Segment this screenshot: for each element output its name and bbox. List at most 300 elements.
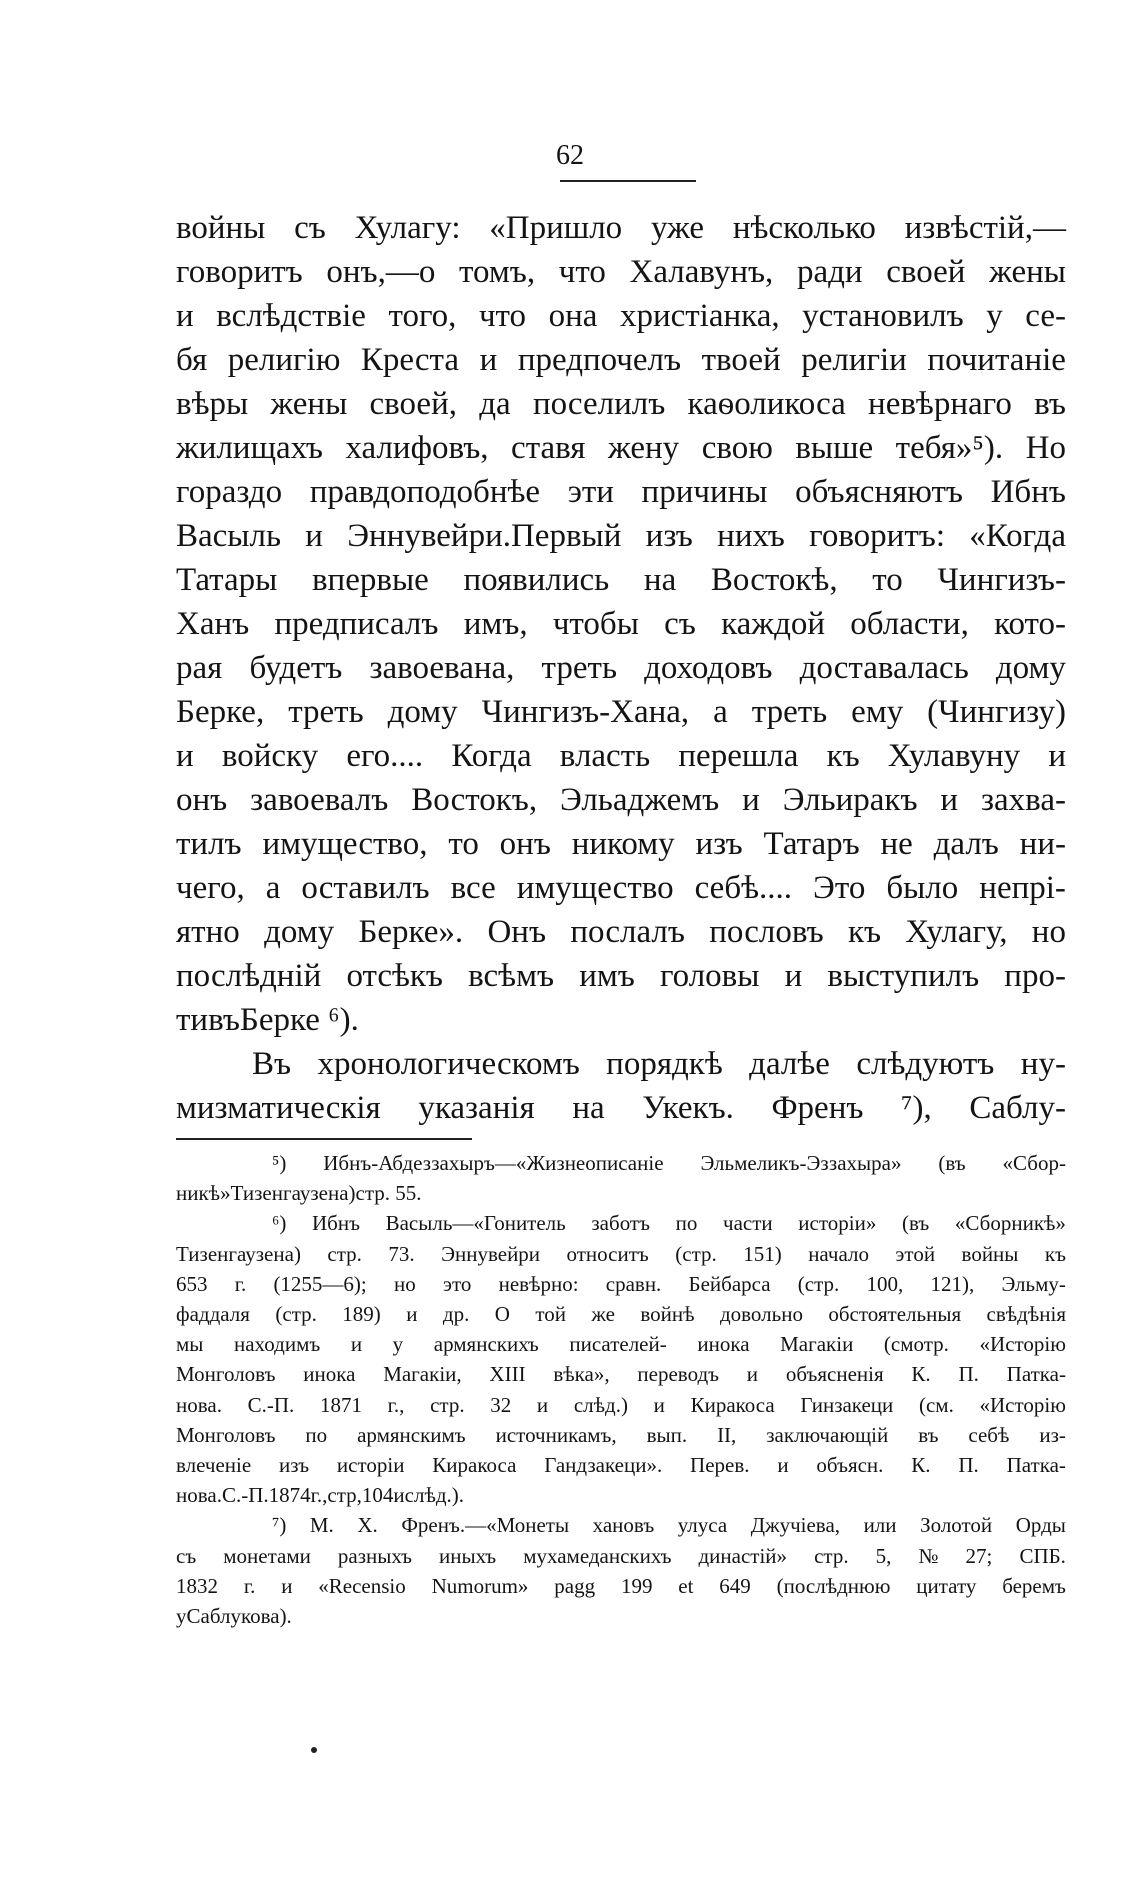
word: С.-П.	[247, 1392, 295, 1417]
word: слѣдуютъ	[856, 1046, 995, 1082]
word: религіи	[801, 342, 907, 378]
word: будетъ	[249, 650, 343, 686]
word: 189)	[342, 1302, 381, 1327]
footnote-line	[176, 1601, 1066, 1631]
word: завоевана,	[369, 650, 515, 686]
word: извѣстій,—	[904, 210, 1066, 246]
word: Тизенгаузена)	[176, 1241, 301, 1266]
word: томъ,	[459, 254, 536, 290]
word: (въ	[938, 1151, 966, 1175]
footnote-line	[176, 1178, 1066, 1208]
word: и	[777, 1453, 789, 1478]
word: объясн.	[816, 1453, 884, 1478]
word: 1871	[319, 1392, 362, 1417]
word: свѣдѣнія	[986, 1302, 1066, 1327]
word: Монголовъ	[176, 1362, 276, 1387]
word: 73.	[388, 1241, 415, 1266]
word: имъ	[579, 958, 635, 994]
word: довольно	[719, 1302, 803, 1327]
word: Хулагу,	[905, 914, 1008, 950]
word: въ	[1034, 386, 1066, 422]
footnote-line	[176, 1510, 1066, 1540]
word: хронологическомъ	[317, 1046, 580, 1082]
word: Х.	[357, 1513, 378, 1538]
word: и	[176, 298, 194, 334]
word: же	[591, 1302, 615, 1327]
word: завоевалъ	[250, 782, 389, 818]
word: и	[479, 342, 498, 378]
word: заботъ	[591, 1211, 650, 1236]
text-line	[176, 646, 1066, 690]
word: объясняютъ	[795, 474, 963, 510]
word: Френъ.—«Монеты	[401, 1513, 570, 1538]
word: стр.	[430, 1392, 465, 1417]
word: инока	[697, 1332, 750, 1357]
word: оставилъ	[301, 870, 430, 906]
word: пословъ	[709, 914, 824, 950]
word: Васыль—«Гонитель	[385, 1211, 566, 1236]
word: Ханъ	[176, 606, 250, 642]
footnote-line	[176, 1571, 1066, 1601]
word: (стр.	[275, 1302, 317, 1327]
word: гораздо	[176, 474, 283, 510]
word: Эльмеликъ-Эззахыра»	[700, 1151, 902, 1175]
word: стр,	[327, 1483, 362, 1508]
word: цитату	[916, 1573, 977, 1598]
word: стр.	[814, 1543, 849, 1568]
word: Чингизъ-Хана,	[481, 694, 690, 730]
word: предпочелъ	[517, 342, 682, 378]
word: Перев.	[690, 1453, 750, 1478]
word: то	[872, 562, 903, 598]
word: армянскимъ	[357, 1422, 466, 1447]
word: тебя»⁵).	[895, 430, 1004, 466]
word: жены	[989, 254, 1066, 290]
word: и	[742, 782, 760, 818]
word: установилъ	[802, 298, 964, 334]
word: нихъ	[717, 518, 785, 554]
text-line	[176, 910, 1066, 954]
header-rule	[560, 180, 696, 182]
word: дому	[995, 650, 1066, 686]
word: «Когда	[969, 518, 1066, 554]
word: 649	[719, 1573, 751, 1598]
word: ятно	[176, 914, 240, 950]
word: Тизенгаузена)	[230, 1181, 356, 1206]
word: говоритъ	[176, 254, 303, 290]
word: онъ,—о	[326, 254, 436, 290]
word: по	[675, 1211, 698, 1236]
word: и	[1048, 738, 1066, 774]
word: нова.	[176, 1483, 222, 1508]
word: армянскихъ	[433, 1332, 539, 1357]
text-line	[176, 514, 1066, 558]
word: заключающій	[766, 1422, 889, 1447]
word: (смотр.	[883, 1332, 949, 1357]
word: 1832	[176, 1573, 218, 1598]
footnote-line	[176, 1329, 1066, 1359]
word: уже	[650, 210, 705, 246]
word: Берке».	[358, 914, 464, 950]
word: перешла	[678, 738, 799, 774]
word: Монголовъ	[176, 1422, 276, 1447]
word: мы	[176, 1332, 204, 1357]
word: Гинзакеци	[800, 1392, 894, 1417]
word: что	[478, 298, 527, 334]
text-line	[176, 426, 1066, 470]
word: СПБ.	[1019, 1543, 1066, 1568]
word: указанія	[418, 1090, 535, 1126]
word: доставалась	[799, 650, 969, 686]
word: треть	[541, 650, 617, 686]
word: ⁷),	[901, 1090, 932, 1126]
word: (Чингизу)	[927, 694, 1066, 730]
word: источникамъ,	[495, 1422, 617, 1447]
footnote-line	[176, 1541, 1066, 1571]
word: имъ,	[463, 606, 528, 642]
word: О	[494, 1302, 510, 1327]
word: ни-	[1019, 826, 1066, 862]
footnote-line	[176, 1450, 1066, 1480]
footnote-line	[176, 1480, 1066, 1510]
word: къ	[847, 914, 882, 950]
word: влеченіе	[176, 1453, 252, 1478]
word: причины	[641, 474, 768, 510]
word: того,	[388, 298, 457, 334]
word: отсѣкъ	[346, 958, 443, 994]
word: непрі-	[979, 870, 1066, 906]
word: Патка-	[1006, 1453, 1066, 1478]
word: Халавунъ,	[629, 254, 774, 290]
word: «Сбор-	[1002, 1151, 1066, 1175]
word: далѣе	[749, 1046, 830, 1082]
word: г.	[234, 1271, 247, 1296]
word: войнѣ	[640, 1302, 695, 1327]
word: изъ	[695, 826, 743, 862]
word: «Сборникѣ»	[954, 1211, 1066, 1236]
word: жилищахъ	[176, 430, 323, 466]
footnote-line	[176, 1208, 1066, 1238]
word: исторіи	[336, 1453, 405, 1478]
footnote-rule	[176, 1138, 472, 1140]
word: 121),	[930, 1271, 975, 1296]
word: инока	[303, 1362, 356, 1387]
word: изъ	[279, 1453, 310, 1478]
word: Джучіева,	[750, 1513, 841, 1538]
word: мухамеданскихъ	[523, 1543, 672, 1568]
word: все	[450, 870, 496, 906]
text-line	[176, 1086, 1066, 1130]
word: монетами	[223, 1543, 311, 1568]
word: et	[678, 1573, 694, 1598]
word: П.	[958, 1362, 979, 1387]
word: имущество	[516, 870, 674, 906]
word: онъ	[176, 782, 228, 818]
word: Востокѣ,	[710, 562, 838, 598]
footnote-line	[176, 1359, 1066, 1389]
word: Эльиракъ	[782, 782, 918, 818]
word: Васыль	[176, 518, 281, 554]
footnote-line	[176, 1420, 1066, 1450]
word: династій»	[698, 1543, 788, 1568]
word: или	[863, 1513, 897, 1538]
word: невѣрнаго	[868, 386, 1012, 422]
word: 27;	[965, 1543, 993, 1568]
word: бя	[176, 342, 208, 378]
word: съ	[176, 1543, 197, 1568]
word: Саблукова).	[186, 1604, 292, 1629]
text-line	[176, 998, 1066, 1042]
word: никому	[571, 826, 675, 862]
word: говоритъ:	[809, 518, 945, 554]
word: на	[572, 1090, 605, 1126]
word: Татары	[176, 562, 278, 598]
word: ставя	[511, 430, 586, 466]
word: II,	[717, 1422, 737, 1447]
word: се-	[1025, 298, 1066, 334]
word: Онъ	[487, 914, 547, 950]
word: Патка-	[1006, 1362, 1066, 1387]
word: было	[886, 870, 959, 906]
word: ⁷)	[272, 1513, 287, 1538]
word: Татаръ	[763, 826, 860, 862]
word: это	[442, 1271, 472, 1296]
word: Киракоса	[690, 1392, 775, 1417]
word: треть	[751, 694, 828, 730]
word: выступилъ	[827, 958, 980, 994]
word: объясненія	[785, 1362, 884, 1387]
word: у	[176, 1604, 187, 1629]
word: части	[723, 1211, 773, 1236]
word: головы	[659, 958, 760, 994]
text-line	[176, 470, 1066, 514]
word: (стр.	[675, 1241, 717, 1266]
footnotes	[176, 1148, 1066, 1631]
footnote-line	[176, 1269, 1066, 1299]
word: Магакіи	[780, 1332, 854, 1357]
word: и	[940, 782, 959, 818]
word: на	[643, 562, 677, 598]
word: и	[281, 1573, 293, 1598]
word: кото-	[994, 606, 1066, 642]
word: Въ	[252, 1046, 292, 1082]
word: христіанка,	[619, 298, 780, 334]
word: Ибнъ	[990, 474, 1066, 510]
word: войску	[221, 738, 319, 774]
word: къ	[826, 738, 860, 774]
word: 104	[361, 1483, 394, 1508]
word: Френъ	[771, 1090, 864, 1126]
word: халифовъ,	[345, 430, 489, 466]
word: изъ	[645, 518, 693, 554]
text-line	[176, 954, 1066, 998]
word: послѣдній	[176, 958, 322, 994]
word: предписалъ	[274, 606, 439, 642]
word: «Пришло	[489, 210, 623, 246]
word: 5,	[875, 1543, 892, 1568]
word: про-	[1004, 958, 1066, 994]
word: 199	[620, 1573, 653, 1598]
word: (см.	[918, 1392, 954, 1417]
word: ⁶)	[272, 1211, 287, 1236]
word: и	[176, 738, 194, 774]
word: из-	[1039, 1422, 1066, 1447]
word: имущество,	[262, 826, 428, 862]
word: чего,	[176, 870, 245, 906]
word: 653	[176, 1271, 208, 1296]
word: Берке,	[176, 694, 265, 730]
word: дому	[264, 914, 335, 950]
word: чтобы	[552, 606, 639, 642]
word: ну-	[1020, 1046, 1066, 1082]
word: исторіи»	[798, 1211, 877, 1236]
text-line	[176, 1042, 1066, 1086]
page-number: 62	[556, 140, 584, 171]
word: не	[880, 826, 913, 862]
word: каѳоликоса	[687, 386, 846, 422]
word: и	[746, 1362, 759, 1387]
word: Хулагу:	[354, 210, 461, 246]
word: а	[713, 694, 728, 730]
word: обстоятельныя	[828, 1302, 962, 1327]
word: Но	[1025, 430, 1066, 466]
word: Numorum»	[431, 1573, 529, 1598]
word: ⁵)	[272, 1151, 287, 1175]
word: г.,	[387, 1392, 405, 1417]
word: Хулавуну	[887, 738, 1021, 774]
word: Орды	[1015, 1513, 1066, 1538]
word: иныхъ	[439, 1543, 497, 1568]
text-line	[176, 250, 1066, 294]
word: вѣка»,	[553, 1362, 610, 1387]
word: себѣ	[968, 1422, 1010, 1447]
word: Креста	[360, 342, 460, 378]
word: и	[653, 1392, 665, 1417]
word: слѣд.)	[573, 1392, 628, 1417]
word: (послѣднюю	[776, 1573, 891, 1598]
word: XIII	[489, 1362, 526, 1387]
word: 151)	[743, 1241, 782, 1266]
word: его....	[346, 738, 424, 774]
word: сравн.	[605, 1271, 662, 1296]
word: съ	[294, 210, 326, 246]
text-line	[176, 778, 1066, 822]
word: хановъ	[592, 1513, 655, 1538]
footnote-line	[176, 1148, 1066, 1178]
print-speck	[311, 1747, 317, 1753]
word: войны	[176, 210, 266, 246]
word: и	[350, 1332, 363, 1357]
word: переводъ	[637, 1362, 720, 1387]
word: у	[392, 1332, 404, 1357]
word: 32	[490, 1392, 512, 1417]
text-line	[176, 206, 1066, 250]
word: (стр.	[797, 1271, 840, 1296]
word: жены	[270, 386, 348, 422]
word: начало	[808, 1241, 869, 1266]
word: себѣ....	[694, 870, 793, 906]
word: и	[393, 1483, 405, 1508]
word: Саблу-	[969, 1090, 1066, 1126]
word: поселилъ	[532, 386, 666, 422]
text-line	[176, 558, 1066, 602]
word: и	[305, 518, 323, 554]
word: фаддаля	[176, 1302, 250, 1327]
word: относитъ	[566, 1241, 649, 1266]
word: (1255—6);	[273, 1271, 367, 1296]
word: Ибнъ-Абдеззахыръ—«Жизнеописаніе	[323, 1151, 664, 1175]
word: Когда	[451, 738, 532, 774]
word: почитаніе	[927, 342, 1066, 378]
word: мизматическія	[176, 1090, 381, 1126]
word: улуса	[677, 1513, 728, 1538]
word: П.	[958, 1453, 979, 1478]
word: этой	[895, 1241, 936, 1266]
word: разныхъ	[337, 1543, 412, 1568]
text-line	[176, 866, 1066, 910]
word: дому	[387, 694, 458, 730]
word: области,	[850, 606, 969, 642]
word: по	[305, 1422, 328, 1447]
word: религію	[227, 342, 341, 378]
word: онъ	[499, 826, 551, 862]
text-line	[176, 338, 1066, 382]
word: но	[393, 1271, 416, 1296]
word: тилъ	[176, 826, 242, 862]
word: тивъ	[176, 1002, 240, 1038]
word: своей	[886, 254, 966, 290]
footnote-line	[176, 1390, 1066, 1420]
word: въ	[918, 1422, 939, 1447]
word: Берке ⁶).	[239, 1002, 359, 1038]
word: нова.	[176, 1392, 222, 1417]
word: Укекъ.	[642, 1090, 734, 1126]
word: впервые	[311, 562, 429, 598]
word: г.	[243, 1573, 256, 1598]
word: Ибнъ	[311, 1211, 360, 1236]
text-line	[176, 822, 1066, 866]
word: стр. 55.	[355, 1181, 422, 1206]
word: треть	[288, 694, 364, 730]
main-text	[176, 206, 1066, 1130]
word: Магакіи,	[383, 1362, 462, 1387]
text-line	[176, 734, 1066, 778]
word: ему	[851, 694, 904, 730]
word: далъ	[933, 826, 999, 862]
word: Бейбарса	[688, 1271, 771, 1296]
word: жену	[608, 430, 680, 466]
word: никѣ»	[176, 1181, 231, 1206]
word: и	[406, 1302, 418, 1327]
word: нѣсколько	[732, 210, 876, 246]
word: но	[1031, 914, 1066, 950]
word: «Recensio	[318, 1573, 406, 1598]
word: власть	[559, 738, 651, 774]
word: стр.	[327, 1241, 362, 1266]
word: М.	[309, 1513, 334, 1538]
word: войны	[961, 1241, 1019, 1266]
word: «Исторію	[979, 1392, 1066, 1417]
word: К.	[911, 1453, 931, 1478]
word: доходовъ	[644, 650, 773, 686]
word: къ	[1044, 1241, 1066, 1266]
word: что	[558, 254, 606, 290]
word: а	[265, 870, 281, 906]
word: беремъ	[1002, 1573, 1066, 1598]
word: К.	[911, 1362, 931, 1387]
word: порядкѣ	[606, 1046, 723, 1082]
word: съ	[664, 606, 696, 642]
